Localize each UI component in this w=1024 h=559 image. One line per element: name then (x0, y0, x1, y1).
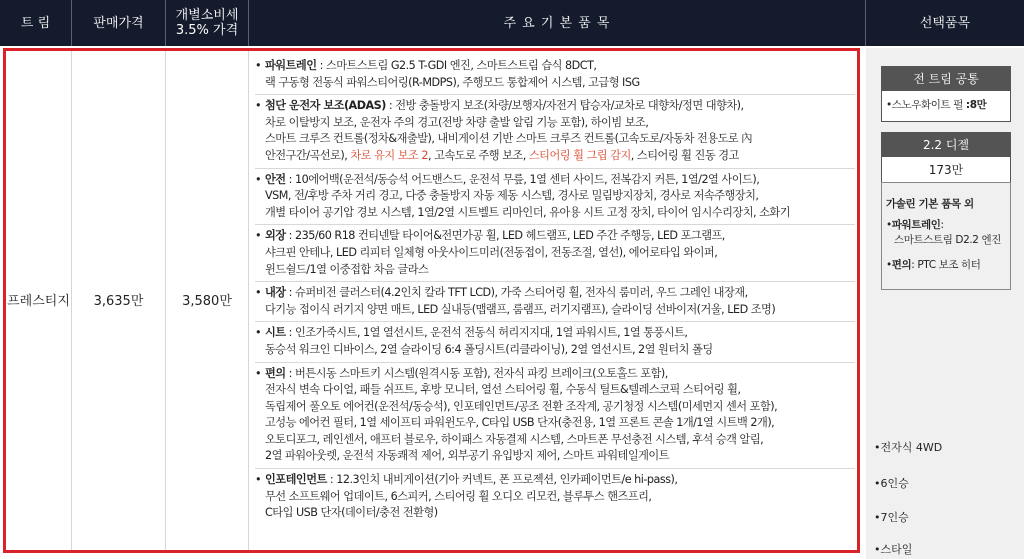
header-options: 선택품목 (919, 15, 971, 31)
divider (255, 321, 855, 322)
feature-list (255, 58, 855, 522)
feature-adas (255, 98, 855, 164)
feature-text: 안전구간/곡선로), (265, 148, 348, 162)
highlight-text: 스티어링 휠 그립 감지 (528, 148, 631, 162)
feature-text: 무선 소프트웨어 업데이트, 6스피커, 스티어링 휠 오디오 리모컨, 블루투스 핸즈프리, (265, 489, 652, 503)
feature-text: 전자식 변속 다이얼, 패들 쉬프트, 후방 모니터, 열선 스티어링 휠, 수동식 틸트&텔레스코픽 스티어링 휠, (265, 383, 741, 397)
header-tax-price-line2: 3.5% 가격 (175, 23, 239, 38)
bullet-icon: • (886, 259, 892, 271)
bullet-icon: • (886, 219, 892, 231)
feature-title: 안전 (265, 172, 286, 186)
bullet-icon: • (255, 99, 262, 113)
divider (255, 281, 855, 282)
feature-text: C타입 USB 단자(데이터/충전 전환형) (265, 506, 438, 520)
option-name: 스노우화이트 펄 (891, 99, 963, 111)
feature-title: 편의 (265, 366, 286, 380)
option-colon: : (940, 219, 944, 231)
bullet-icon: • (255, 172, 262, 186)
bullet-icon: • (874, 441, 881, 454)
divider (255, 468, 855, 469)
feature-title: 내장 (265, 286, 286, 300)
feature-interior (255, 285, 855, 318)
divider (255, 362, 855, 363)
diesel-option-price: 173만 (928, 163, 964, 177)
extra-option-label: 6인승 (880, 477, 909, 490)
feature-convenience (255, 366, 855, 466)
extra-option-label: 전자식 4WD (880, 441, 943, 454)
bullet-icon: • (255, 59, 262, 72)
bullet-icon: • (886, 99, 892, 111)
feature-text: 차로 이탈방지 보조, 운전자 주의 경고(전방 차량 출발 알림 기능 포함), 하이빔 보조, (265, 115, 649, 129)
feature-text: : 스마트스트림 G2.5 T-GDI 엔진, 스마트스트림 습식 8DCT, (316, 59, 597, 72)
feature-powertrain (255, 58, 855, 91)
feature-text: VSM, 전/후방 주차 거리 경고, 다중 충돌방지 자동 제동 시스템, 경사로 밀림방지장치, 경사로 저속주행장치, (265, 189, 759, 203)
extra-option (874, 475, 909, 491)
diesel-powertrain (882, 211, 1010, 247)
extra-option (874, 439, 942, 455)
trim-name: 프레스티지 (7, 294, 70, 309)
divider (255, 168, 855, 169)
feature-text: : 12.3인치 내비게이션(기아 커넥트, 폰 프로젝션, 인카페이먼트/e hi-pass), (326, 473, 678, 487)
feature-title: 인포테인먼트 (265, 473, 327, 487)
extra-option-label: 스타일 (880, 543, 913, 556)
feature-text: 독립제어 풀오토 에어컨(운전석/동승석), 인포테인먼트/공조 전환 조작계, 공기청정 시스템(미세먼지 센서 포함), (265, 399, 778, 413)
diesel-option-title: 2.2 디젤 (882, 133, 1010, 157)
feature-infotainment (255, 472, 855, 522)
header-tax-price (166, 0, 248, 46)
feature-text: : 235/60 R18 컨티넨탈 타이어&전면가공 휠, LED 헤드램프, LED 주간 주행등, LED 포그램프, (285, 229, 725, 243)
feature-text: , 스티어링 휠 진동 경고 (630, 148, 739, 162)
feature-text: 오토디포그, 레인센서, 애프터 블로우, 하이패스 자동결제 시스템, 스마트폰 무선충전 시스템, 후석 승객 알림, (265, 432, 764, 446)
diesel-option-box (881, 132, 1011, 182)
feature-title: 파워트레인 (265, 59, 317, 72)
divider (255, 224, 855, 225)
feature-text: : 인조가죽시트, 1열 열선시트, 운전석 전동식 허리지지대, 1열 파워시트, 1열 통풍시트, (285, 326, 688, 340)
table-header (0, 0, 1024, 46)
diesel-convenience (882, 247, 1010, 272)
feature-text: 고성능 에어컨 필터, 1열 세이프티 파워윈도우, C타입 USB 단자(충전용, 1열 프론트 콘솔 1개/1열 시트백 2개), (265, 416, 775, 430)
feature-text: : 10에어백(운전석/동승석 어드밴스드, 운전석 무릎, 1열 센터 사이드, 전복감지 커튼, 1열/2열 사이드), (285, 172, 760, 186)
option-value: : PTC 보조 히터 (911, 259, 981, 271)
feature-text: 개별 타이어 공기압 경보 시스템, 1열/2열 시트벨트 리마인더, 유아용 시트 고정 장치, 타이어 임시수리장치, 소화기 (265, 205, 791, 219)
feature-exterior (255, 228, 855, 278)
feature-text: : 전방 충돌방지 보조(차량/보행자/자전거 탑승자/교차로 대향차/정면 대향차), (385, 99, 744, 113)
option-value: 스마트스트림 D2.2 엔진 (894, 234, 1002, 246)
bullet-icon: • (255, 366, 262, 380)
diesel-detail (881, 182, 1011, 290)
bullet-icon: • (874, 477, 881, 490)
bullet-icon: • (255, 473, 262, 487)
feature-text: , 고속도로 주행 보조, (428, 148, 529, 162)
header-price: 판매가격 (93, 15, 144, 31)
tax-price-value: 3,580만 (182, 294, 232, 309)
header-trim: 트 림 (20, 15, 51, 31)
bullet-icon: • (255, 286, 262, 300)
feature-text: 스마트 크루즈 컨트롤(정차&재출발), 내비게이션 기반 스마트 크루즈 컨트롤(고속도로/자동차 전용도로 內 (265, 132, 752, 146)
gas-basic-label: 가솔린 기본 품목 외 (886, 198, 974, 210)
header-basic-items: 주 요 기 본 품 목 (503, 15, 611, 31)
common-option-box (881, 66, 1011, 122)
feature-text: 2열 파워아웃렛, 운전석 자동쾌적 제어, 외부공기 유입방지 제어, 스마트 파워테일게이트 (265, 449, 670, 463)
feature-title: 외장 (265, 229, 286, 243)
extra-option (874, 509, 909, 525)
feature-seat (255, 325, 855, 358)
divider (255, 94, 855, 95)
header-tax-price-line1: 개별소비세 (175, 8, 239, 23)
feature-title: 시트 (265, 326, 286, 340)
bullet-icon: • (874, 543, 881, 556)
feature-text: : 버튼시동 스마트키 시스템(원격시동 포함), 전자식 파킹 브레이크(오토홀드 포함), (285, 366, 668, 380)
feature-text: : 슈퍼비전 클러스터(4.2인치 칼라 TFT LCD), 가죽 스티어링 휠, 전자식 룸미러, 우드 그레인 내장재, (285, 286, 748, 300)
feature-text: 다기능 접이식 러기지 양면 매트, LED 실내등(맵램프, 룸램프, 러기지램프), 슬라이딩 선바이저(거울, LED 조명) (265, 302, 776, 316)
common-option-title: 전 트림 공통 (882, 67, 1010, 91)
feature-text: 샤크핀 안테나, LED 리피터 일체형 아웃사이드미러(전동접이, 전동조절, 열선), 에어로타입 와이퍼, (265, 245, 718, 259)
feature-text: 윈드쉴드/1열 이중접합 차음 글라스 (265, 262, 429, 276)
option-title: 편의 (891, 259, 912, 271)
price-value: 3,635만 (93, 294, 144, 309)
highlight-text: 차로 유지 보조 2 (350, 148, 429, 162)
bullet-icon: • (874, 511, 881, 524)
feature-title: 첨단 운전자 보조(ADAS) (265, 99, 386, 113)
feature-safety (255, 172, 855, 222)
option-title: 파워트레인 (891, 219, 941, 231)
option-price: :8만 (965, 99, 987, 111)
extra-option-label: 7인승 (880, 511, 909, 524)
bullet-icon: • (255, 326, 262, 340)
extra-option (874, 541, 912, 557)
feature-text: 랙 구동형 전동식 파워스티어링(R-MDPS), 주행모드 통합제어 시스템, 고급형 ISG (265, 75, 640, 89)
common-option-item (882, 91, 1010, 112)
feature-text: 동승석 워크인 디바이스, 2열 슬라이딩 6:4 폴딩시트(리클라이닝), 2열 열선시트, 2열 원터치 폴딩 (265, 342, 713, 356)
bullet-icon: • (255, 229, 262, 243)
